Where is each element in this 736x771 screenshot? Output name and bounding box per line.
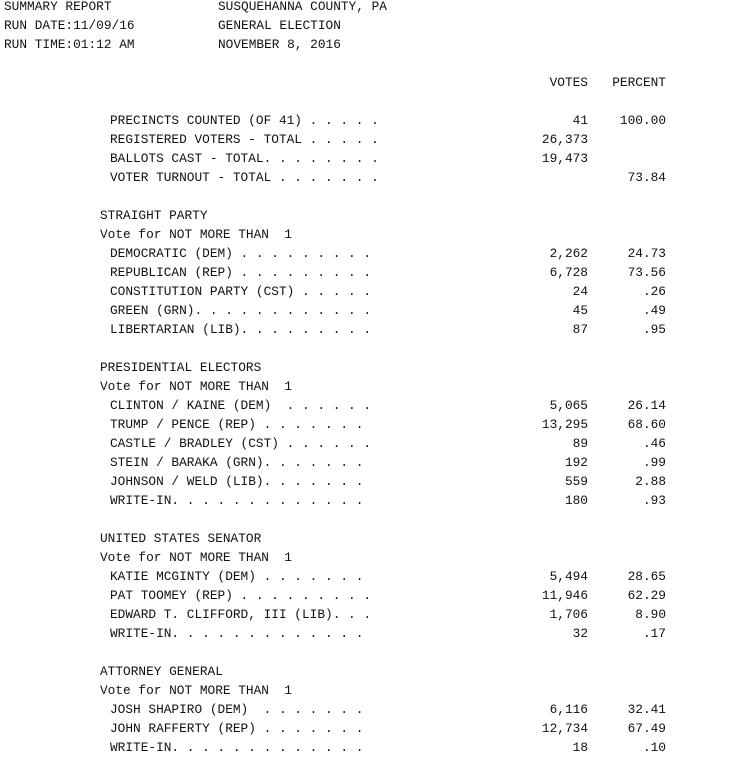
candidate-name: JOHN RAFFERTY (REP) . . . . . . . <box>110 721 364 736</box>
candidate-votes: 24 <box>572 284 588 299</box>
election-name: GENERAL ELECTION <box>218 18 341 33</box>
candidate-name: PAT TOOMEY (REP) . . . . . . . . . <box>110 588 372 603</box>
report-title: SUMMARY REPORT <box>4 0 112 14</box>
votes-column-header: VOTES <box>549 75 588 90</box>
race-vote-for: Vote for NOT MORE THAN 1 <box>100 550 292 565</box>
summary-row-votes: 19,473 <box>541 151 588 166</box>
race-title: ATTORNEY GENERAL <box>100 664 223 679</box>
candidate-name: JOSH SHAPIRO (DEM) . . . . . . . <box>110 702 364 717</box>
candidate-votes: 89 <box>572 436 588 451</box>
candidate-percent: .17 <box>642 626 666 641</box>
race-title: UNITED STATES SENATOR <box>100 531 262 546</box>
summary-row-votes: 41 <box>572 113 588 128</box>
candidate-votes: 32 <box>572 626 588 641</box>
candidate-votes: 192 <box>564 455 588 470</box>
summary-row-percent <box>0 130 666 149</box>
race-vote-for: Vote for NOT MORE THAN 1 <box>100 227 292 242</box>
candidate-name: DEMOCRATIC (DEM) . . . . . . . . . <box>110 246 372 261</box>
candidate-percent: 67.49 <box>627 721 666 736</box>
candidate-votes: 5,494 <box>549 569 588 584</box>
candidate-percent: 68.60 <box>627 417 666 432</box>
candidate-name: GREEN (GRN). . . . . . . . . . . . <box>110 303 372 318</box>
candidate-votes: 1,706 <box>549 607 588 622</box>
candidate-percent: 2.88 <box>635 474 666 489</box>
candidate-name: EDWARD T. CLIFFORD, III (LIB). . . <box>110 607 372 622</box>
candidate-name: REPUBLICAN (REP) . . . . . . . . . <box>110 265 372 280</box>
summary-row-name: PRECINCTS COUNTED (OF 41) . . . . . <box>110 113 379 128</box>
candidate-name: STEIN / BARAKA (GRN). . . . . . . <box>110 455 364 470</box>
county-name: SUSQUEHANNA COUNTY, PA <box>218 0 387 14</box>
candidate-name: WRITE-IN. . . . . . . . . . . . . <box>110 740 364 755</box>
candidate-percent: .10 <box>642 740 666 755</box>
candidate-votes: 11,946 <box>541 588 588 603</box>
candidate-percent: .49 <box>642 303 666 318</box>
race-title: PRESIDENTIAL ELECTORS <box>100 360 262 375</box>
candidate-name: LIBERTARIAN (LIB). . . . . . . . . <box>110 322 372 337</box>
candidate-name: JOHNSON / WELD (LIB). . . . . . . <box>110 474 364 489</box>
candidate-name: CASTLE / BRADLEY (CST) . . . . . . <box>110 436 372 451</box>
candidate-percent: 32.41 <box>627 702 666 717</box>
candidate-votes: 45 <box>572 303 588 318</box>
percent-column-header: PERCENT <box>612 75 666 90</box>
candidate-votes: 6,728 <box>549 265 588 280</box>
summary-row-name: VOTER TURNOUT - TOTAL . . . . . . . <box>110 170 379 185</box>
summary-row-percent: 100.00 <box>619 113 666 128</box>
candidate-percent: .95 <box>642 322 666 337</box>
candidate-votes: 180 <box>564 493 588 508</box>
candidate-name: CONSTITUTION PARTY (CST) . . . . . <box>110 284 372 299</box>
candidate-name: WRITE-IN. . . . . . . . . . . . . <box>110 626 364 641</box>
candidate-votes: 2,262 <box>549 246 588 261</box>
candidate-votes: 12,734 <box>541 721 588 736</box>
candidate-votes: 6,116 <box>549 702 588 717</box>
summary-row-percent <box>0 149 666 168</box>
candidate-name: TRUMP / PENCE (REP) . . . . . . . <box>110 417 364 432</box>
candidate-name: KATIE MCGINTY (DEM) . . . . . . . <box>110 569 364 584</box>
candidate-percent: 26.14 <box>627 398 666 413</box>
candidate-percent: .99 <box>642 455 666 470</box>
summary-row-name: BALLOTS CAST - TOTAL. . . . . . . . <box>110 151 379 166</box>
candidate-percent: .26 <box>642 284 666 299</box>
summary-row-name: REGISTERED VOTERS - TOTAL . . . . . <box>110 132 379 147</box>
run-date: RUN DATE:11/09/16 <box>4 18 135 33</box>
candidate-percent: .93 <box>642 493 666 508</box>
candidate-votes: 559 <box>564 474 588 489</box>
candidate-name: CLINTON / KAINE (DEM) . . . . . . <box>110 398 372 413</box>
candidate-votes: 87 <box>572 322 588 337</box>
candidate-percent: 8.90 <box>635 607 666 622</box>
summary-row-votes: 26,373 <box>541 132 588 147</box>
summary-row-percent: 73.84 <box>627 170 666 185</box>
run-time: RUN TIME:01:12 AM <box>4 37 135 52</box>
race-title: STRAIGHT PARTY <box>100 208 208 223</box>
candidate-percent: 62.29 <box>627 588 666 603</box>
candidate-name: WRITE-IN. . . . . . . . . . . . . <box>110 493 364 508</box>
race-vote-for: Vote for NOT MORE THAN 1 <box>100 683 292 698</box>
candidate-votes: 13,295 <box>541 417 588 432</box>
election-date: NOVEMBER 8, 2016 <box>218 37 341 52</box>
race-vote-for: Vote for NOT MORE THAN 1 <box>100 379 292 394</box>
candidate-votes: 5,065 <box>549 398 588 413</box>
candidate-votes: 18 <box>572 740 588 755</box>
candidate-percent: 73.56 <box>627 265 666 280</box>
candidate-percent: 28.65 <box>627 569 666 584</box>
candidate-percent: 24.73 <box>627 246 666 261</box>
candidate-percent: .46 <box>642 436 666 451</box>
